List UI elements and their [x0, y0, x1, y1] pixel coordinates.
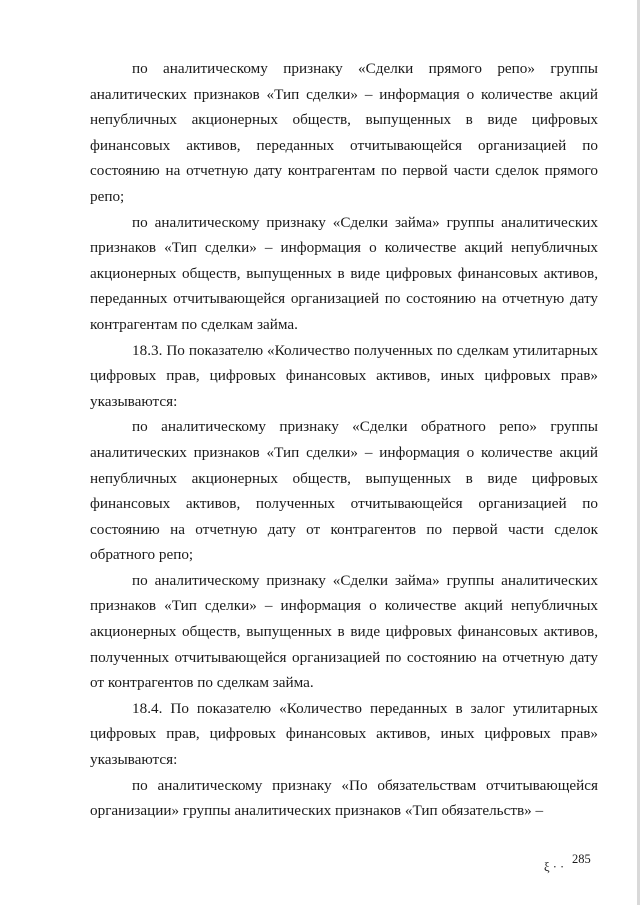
paragraph-section-18-3: 18.3. По показателю «Количество полученных по сделкам утилитарных цифровых прав, цифровых финансовых активов, иных цифровых прав» указываются:: [90, 341, 598, 410]
paragraph-section-18-4: 18.4. По показателю «Количество переданных в залог утилитарных цифровых прав, цифровых финансовых активов, иных цифровых прав» указываются:: [90, 699, 598, 769]
paragraph-direct-repo: по аналитическому признаку «Сделки прямого репо» группы аналитических признаков «Тип сделки» – информация о количестве акций непубличных акционерных обществ, выпущенных в виде цифровых финансовых активов, переданных отчитывающейся организацией по состоянию на отчетную дату контрагентам по первой части сделок прямого репо;: [90, 60, 598, 205]
document-body: [90, 56, 598, 824]
paragraph-loan-transferred: по аналитическому признаку «Сделки займа» группы аналитических признаков «Тип сделки» – информация о количестве акций непубличных акционерных обществ, выпущенных в виде цифровых финансовых активов, переданных отчитывающейся организацией по состоянию на отчетную дату контрагентам по сделкам займа.: [90, 213, 598, 333]
page-footer: [534, 852, 604, 882]
page-number: 285: [572, 852, 591, 866]
paragraph-loan-received: по аналитическому признаку «Сделки займа» группы аналитических признаков «Тип сделки» – информация о количестве акций непубличных акционерных обществ, выпущенных в виде цифровых финансовых активов, полученных отчитывающейся организацией по состоянию на отчетную дату от контрагентов по сделкам займа.: [90, 571, 598, 692]
scan-mark: ξ · ·: [544, 860, 565, 874]
paragraph-reverse-repo: по аналитическому признаку «Сделки обратного репо» группы аналитических признаков «Тип сделки» – информация о количестве акций непубличных акционерных обществ, выпущенных в виде цифровых финансовых активов, полученных отчитывающейся организацией по состоянию на отчетную дату от контрагентов по первой части сделок обратного репо;: [90, 418, 598, 564]
paragraph-obligations: по аналитическому признаку «По обязательствам отчитывающейся организации» группы аналитических признаков «Тип обязательств» –: [90, 776, 598, 820]
